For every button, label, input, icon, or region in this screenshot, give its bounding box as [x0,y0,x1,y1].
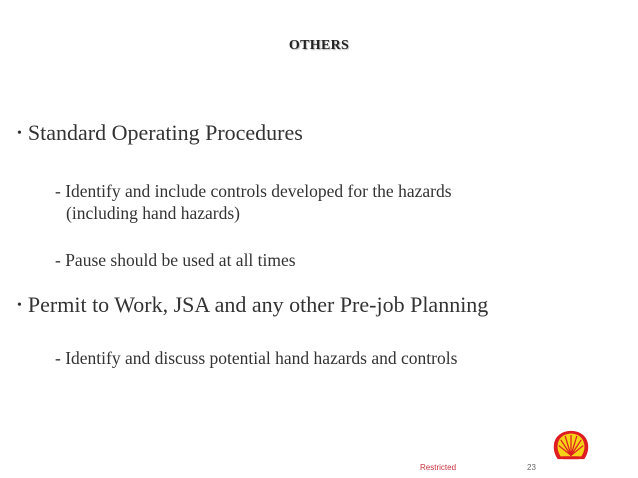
sub-item-text: - Identify and discuss potential hand hazards and controls [55,348,458,368]
bullet-text: Standard Operating Procedures [27,120,303,145]
sub-item [55,249,296,271]
bullet-text: Permit to Work, JSA and any other Pre-job Planning [27,292,489,317]
sub-item [55,180,452,224]
bullet-item [17,292,488,318]
bullet-dot: • [17,126,22,141]
sub-item-text: - Identify and include controls developed for the hazards [55,181,452,201]
classification-label: Restricted [420,463,457,472]
sub-item [55,347,457,369]
shell-logo-icon [552,428,590,462]
bullet-item [17,120,303,146]
sub-item-text-continued: (including hand hazards) [66,203,240,223]
bullet-dot: • [17,298,22,313]
sub-item-text: - Pause should be used at all times [55,250,296,270]
slide-title: OTHERS [288,38,350,53]
page-number: 23 [527,463,536,472]
